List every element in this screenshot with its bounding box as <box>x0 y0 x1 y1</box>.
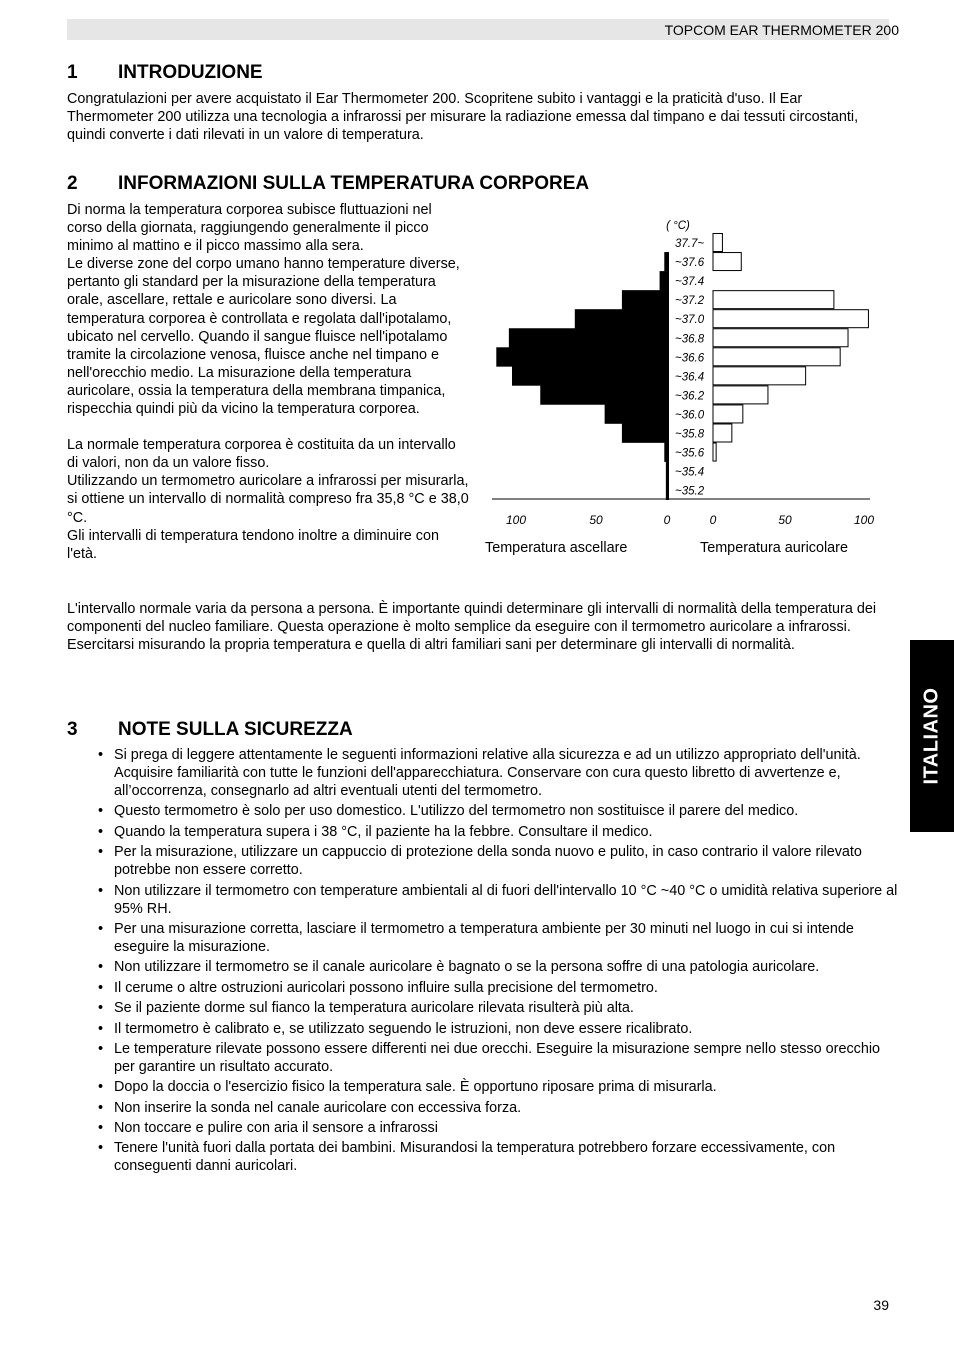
axillary-bar <box>512 366 669 385</box>
ear-bar <box>713 367 806 385</box>
temperature-category-label: ~35.8 <box>675 428 705 441</box>
safety-notes-list <box>98 746 898 1178</box>
safety-note-item: • Non inserire la sonda nel canale auricolare con eccessiva forza. <box>98 1099 898 1117</box>
section-title: INFORMAZIONI SULLA TEMPERATURA CORPOREA <box>118 173 590 194</box>
body-temp-text-column <box>67 201 469 563</box>
body-temp-paragraph: La normale temperatura corporea è costituita da un intervallo di valori, non da un valore fisso. <box>67 437 456 472</box>
intro-paragraph: Congratulazioni per avere acquistato il Ear Thermometer 200. Scopritene subito i vantaggi e la praticità d'uso. Il Ear Thermometer 200 utilizza una tecnologia a infrarossi per misurare la radiazione emessa dal timpano e dai tessuti circostanti, quindi converte i dati rilevati in un valore di temperatura. <box>67 91 859 143</box>
x-tick-label-left: 50 <box>589 513 603 527</box>
x-tick-label-right: 0 <box>709 513 717 527</box>
temperature-distribution-chart <box>478 212 878 562</box>
section-2-heading <box>67 173 589 195</box>
x-tick-label-left: 0 <box>663 513 671 527</box>
temperature-category-label: 37.7~ <box>675 238 705 250</box>
section-3-heading <box>67 719 353 741</box>
ear-bar <box>713 405 743 423</box>
axillary-bar <box>664 443 669 462</box>
page-number: 39 <box>873 1297 889 1313</box>
ear-bar <box>713 386 768 404</box>
safety-note-item: • Non toccare e pulire con aria il sensore a infrarossi <box>98 1119 898 1137</box>
x-tick-label-right: 100 <box>853 513 875 527</box>
axillary-bar <box>605 404 669 423</box>
safety-note-item: • Tenere l'unità fuori dalla portata dei bambini. Misurandosi la temperatura potrebbero forzare eccessivamente, con conseguenti danni auricolari. <box>98 1139 898 1175</box>
section-number: 1 <box>67 62 78 83</box>
temperature-category-label: ~35.4 <box>675 466 705 479</box>
body-temp-paragraph: Gli intervalli di temperatura tendono inoltre a diminuire con l'età. <box>67 527 439 562</box>
ear-bar <box>713 348 840 366</box>
ear-bar <box>713 310 868 328</box>
safety-note-item: • Le temperature rilevate possono essere differenti nei due orecchi. Eseguire la misurazione sempre nello stesso orecchio per garantire un risultato accurato. <box>98 1040 898 1076</box>
temperature-category-label: ~37.6 <box>675 257 705 270</box>
ear-bar <box>713 424 732 442</box>
temperature-category-label: ~35.2 <box>675 485 705 498</box>
body-temp-paragraph: Utilizzando un termometro auricolare a infrarossi per misurarla, si ottiene un intervallo di normalità compreso fra 35,8 °C e 38,0 °C. <box>67 473 469 526</box>
temperature-category-label: ~36.6 <box>675 352 705 365</box>
temperature-category-label: ~35.6 <box>675 447 705 460</box>
ear-bar <box>713 234 722 252</box>
safety-note-item: • Per una misurazione corretta, lasciare il termometro a temperatura ambiente per 30 minuti nel luogo in cui si intende eseguire la misurazione. <box>98 920 898 956</box>
temperature-category-label: ~37.2 <box>675 295 705 308</box>
ear-bar <box>713 329 848 347</box>
body-temp-paragraph: Di norma la temperatura corporea subisce fluttuazioni nel corso della giornata, raggiungendo generalmente il picco minimo al mattino e il picco massimo alla sera. <box>67 202 432 255</box>
axillary-bar <box>666 481 669 500</box>
x-tick-label-right: 50 <box>778 513 792 527</box>
safety-note-item: • Non utilizzare il termometro con temperature ambientali al di fuori dell'intervallo 10 °C ~40 °C o umidità relativa superiore al 95% RH. <box>98 882 898 918</box>
temperature-category-label: ~36.0 <box>675 409 705 422</box>
chart-unit-label: ( °C) <box>666 220 690 232</box>
safety-note-item: • Quando la temperatura supera i 38 °C, il paziente ha la febbre. Consultare il medico. <box>98 823 898 841</box>
temperature-category-label: ~36.8 <box>675 333 705 346</box>
axillary-bar <box>540 385 669 404</box>
safety-note-item: • Per la misurazione, utilizzare un cappuccio di protezione della sonda nuovo e pulito, in caso contrario il valore rilevato potrebbe non essere corretto. <box>98 843 898 879</box>
safety-note-item: • Dopo la doccia o l'esercizio fisico la temperatura sale. È opportuno riposare prima di misurarla. <box>98 1078 898 1096</box>
body-temp-closing-paragraph: L'intervallo normale varia da persona a persona. È importante quindi determinare gli intervalli di normalità della temperatura dei componenti del nucleo familiare. Questa operazione è molto semplice da eseguire con il termometro auricolare a infrarossi. Esercitarsi misurando la propria temperatura e quella di altri familiari sani per determinare gli intervalli di normalità. <box>67 601 877 653</box>
safety-note-item: • Il cerume o altre ostruzioni auricolari possono influire sulla precisione del termometro. <box>98 979 898 997</box>
section-number: 2 <box>67 173 78 194</box>
safety-note-item: • Non utilizzare il termometro se il canale auricolare è bagnato o se la persona soffre di una patologia auricolare. <box>98 958 898 976</box>
x-tick-label-left: 100 <box>505 513 527 527</box>
legend-right-label: Temperatura auricolare <box>700 540 848 556</box>
section-number: 3 <box>67 719 78 740</box>
axillary-bar <box>622 290 669 309</box>
ear-bar <box>713 443 716 461</box>
axillary-bar <box>509 328 669 347</box>
axillary-bar <box>660 271 669 290</box>
body-temp-paragraph: Le diverse zone del corpo umano hanno temperature diverse, pertanto gli standard per la misurazione della temperatura orale, ascellare, rettale e auricolare sono diversi. La temperatura corporea è controllata e regolata dall'ipotalamo, ubicato nel cervello. Quando il sangue fluisce nell'ipotalamo tramite la circolazione venosa, fluisce anche nel timpano e nell'orecchio medio. La misurazione della temperatura auricolare, ossia la temperatura della membrana timpanica, rispecchia quindi più da vicino la temperatura corporea. <box>67 256 460 418</box>
ear-bar <box>713 291 834 309</box>
axillary-bar <box>666 462 669 481</box>
axillary-bar <box>496 347 669 366</box>
safety-note-item: • Se il paziente dorme sul fianco la temperatura auricolare rilevata risulterà più alta. <box>98 999 898 1017</box>
section-title: INTRODUZIONE <box>118 62 263 83</box>
axillary-bar <box>664 252 669 271</box>
axillary-bar <box>622 424 669 443</box>
language-tab-label: ITALIANO <box>920 687 943 785</box>
safety-note-item: • Si prega di leggere attentamente le seguenti informazioni relative alla sicurezza e ad un utilizzo appropriato dell'unità. Acquisire familiarità con tutte le funzioni dell'apparecchiatura. Conservare con cura questo libretto di avvertenze e, all’occorrenza, consegnarlo ad altri eventuali utenti del termometro. <box>98 746 898 800</box>
safety-note-item: • Questo termometro è solo per uso domestico. L'utilizzo del termometro non sostituisce il parere del medico. <box>98 802 898 820</box>
running-header-title: TOPCOM EAR THERMOMETER 200 <box>664 22 899 38</box>
temperature-category-label: ~36.2 <box>675 390 705 403</box>
language-tab <box>910 640 954 832</box>
section-title: NOTE SULLA SICUREZZA <box>118 719 353 740</box>
temperature-category-label: ~37.0 <box>675 314 705 327</box>
safety-note-item: • Il termometro è calibrato e, se utilizzato seguendo le istruzioni, non deve essere ricalibrato. <box>98 1020 898 1038</box>
temperature-category-label: ~36.4 <box>675 371 705 384</box>
axillary-bar <box>575 309 669 328</box>
temperature-category-label: ~37.4 <box>675 276 705 289</box>
ear-bar <box>713 253 741 271</box>
legend-left-label: Temperatura ascellare <box>485 540 628 556</box>
section-1-heading <box>67 62 263 84</box>
